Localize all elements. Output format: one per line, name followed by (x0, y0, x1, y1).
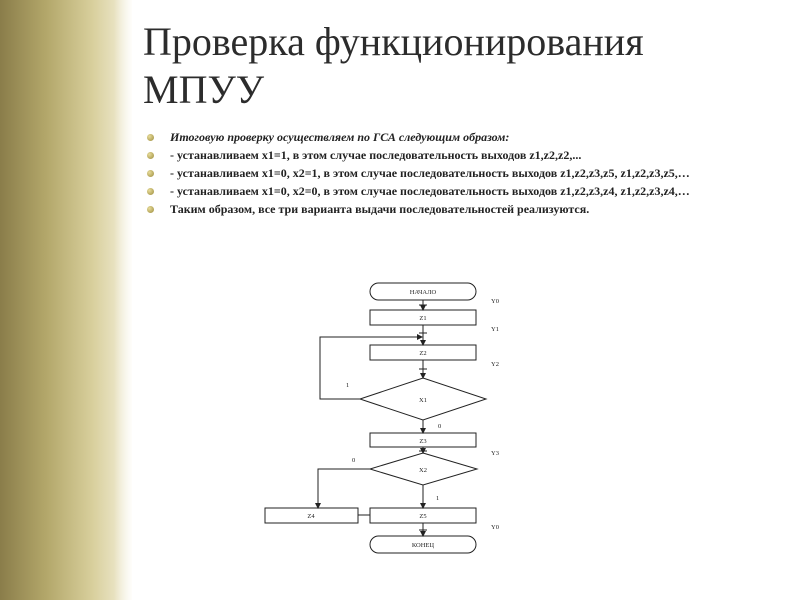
z3-label: Z3 (419, 438, 427, 445)
bullet-item: - устанавливаем x1=1, в этом случае последовательность выходов z1,z2,z2,... (147, 148, 787, 163)
z5-label: Z5 (419, 513, 427, 520)
state-y2: Y2 (491, 361, 499, 368)
x1-no-label: 0 (438, 423, 442, 430)
bullet-item: Итоговую проверку осуществляем по ГСА следующим образом: (147, 130, 787, 145)
z2-label: Z2 (419, 350, 427, 357)
state-y3: Y3 (491, 450, 499, 457)
slide-title-line-2: МПУУ (143, 67, 265, 112)
z4-label: Z4 (307, 513, 315, 520)
x1-yes-label: 1 (346, 382, 350, 389)
x1-label: X1 (419, 397, 427, 404)
x2-no-label: 0 (352, 457, 356, 464)
slide-title-line-1: Проверка функционирования (143, 19, 644, 64)
z1-label: Z1 (419, 315, 427, 322)
state-y0-top: Y0 (491, 298, 499, 305)
start-label: НАЧАЛО (409, 289, 437, 296)
bullet-item: Таким образом, все три варианта выдачи последовательностей реализуются. (147, 202, 787, 217)
end-label: КОНЕЦ (411, 542, 435, 549)
bullet-item: - устанавливаем x1=0, x2=0, в этом случае последовательность выходов z1,z2,z3,z4, z1,z2,z3,z4,… (147, 184, 787, 199)
state-y1: Y1 (491, 326, 499, 333)
state-y0-bottom: Y0 (491, 524, 499, 531)
bullet-item: - устанавливаем x1=0, x2=1, в этом случае последовательность выходов z1,z2,z3,z5, z1,z2,z3,z5,… (147, 166, 787, 181)
x2-yes-label: 1 (436, 495, 440, 502)
x2-label: X2 (419, 467, 427, 474)
